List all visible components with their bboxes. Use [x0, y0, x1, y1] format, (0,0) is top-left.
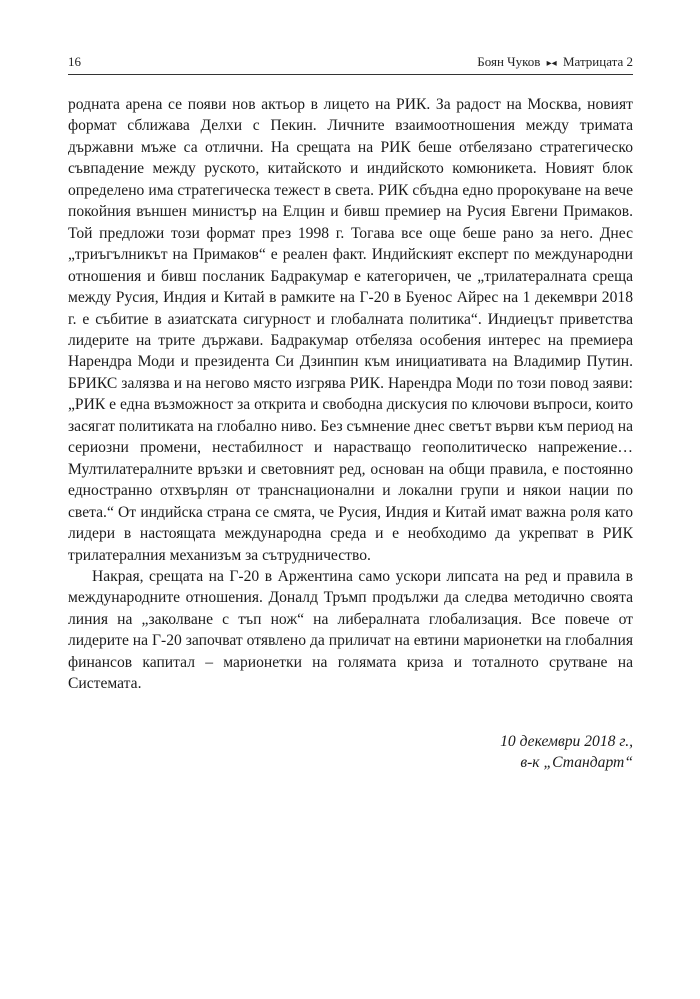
author-name: Боян Чуков	[477, 54, 541, 69]
paragraph-continued: родната арена се появи нов актьор в лицето на РИК. За радост на Москва, новият формат сближава Делхи с Пекин. Личните взаимоотношения между тримата държавни мъже са отлични. На срещата на РИК беше отбелязано стратегическо съвпадение между руското, китайското и индийското комюникета. Новият блок определено има стратегическа тежест в света. РИК сбъдна едно пророкуване на вече покойния външен министър на Елцин и бивш премиер на Русия Евгени Примаков. Той предложи този формат през 1998 г. Тогава все още беше рано за него. Днес „триъгълникът на Примаков“ е реален факт. Индийският експерт по международни отношения и бивш посланик Бадракумар е категоричен, че „трилатералната среща между Русия, Индия и Китай в рамките на Г-20 в Буенос Айрес на 1 декември 2018 г. е събитие в азиатската сигурност и глобалната политика“. Индиецът приветства лидерите на трите държави. Бадракумар отбеляза особения интерес на премиера Нарендра Моди и президента Си Дзинпин към инициативата на Владимир Путин. БРИКС залязва и на негово място изгрява РИК. Нарендра Моди по този повод заяви: „РИК е една възможност за открита и свободна дискусия по ключови въпроси, които засягат политиката на глобално ниво. Без съмнение днес светът върви към период на сериозни промени, нестабилност и нарастващо геополитическо напрежение… Мултилатералните връзки и световният ред, основан на общи правила, е постоянно едностранно отхвърлян от транснационални и локални групи и някои нации по света.“ От индийска страна се смята, че Русия, Индия и Китай имат важна роля като лидери в настоящата международна среда и е необходимо да укрепват в РИК трилатералния механизъм за сътрудничество.	[68, 96, 633, 564]
ornament-separator-icon: ▸◂	[546, 58, 557, 69]
paragraph-conclusion: Накрая, срещата на Г-20 в Аржентина само ускори липсата на ред и правила в международните отношения. Доналд Тръмп продължи да следва методично своята линия на „заколване с тъп нож“ на либералната глобализация. Все повече от лидерите на Г-20 започват отявлено да приличат на евтини марионетки на глобалния финансов капитал – марионетки на голямата криза и тоталното срутване на Системата.	[68, 567, 633, 693]
article-signature	[500, 731, 633, 774]
book-title: Матрицата 2	[562, 54, 633, 69]
running-title	[477, 54, 633, 70]
running-head	[68, 52, 633, 75]
page-number: 16	[68, 54, 81, 69]
publication-date: 10 декември 2018 г.,	[500, 733, 633, 750]
article-body	[68, 94, 633, 695]
publication-source: в-к „Стандарт“	[520, 754, 633, 772]
